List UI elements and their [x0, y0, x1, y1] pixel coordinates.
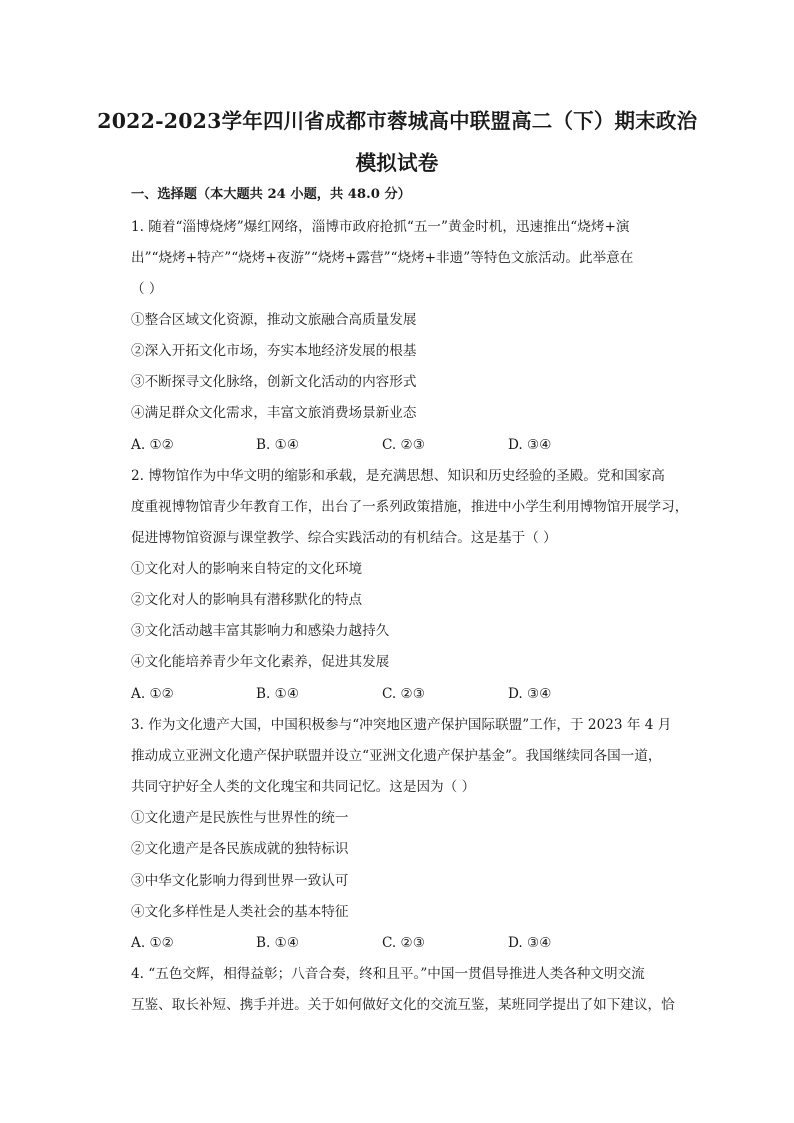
question-2-statement-1: ①文化对人的影响来自特定的文化环境	[131, 561, 363, 577]
question-3-option-b[interactable]: B. ①④	[256, 935, 300, 951]
question-2-statement-3: ③文化活动越丰富其影响力和感染力越持久	[131, 623, 390, 639]
question-1-stem-line-3: （ ）	[131, 281, 163, 297]
question-1-statement-3: ③不断探寻文化脉络，创新文化活动的内容形式	[131, 374, 417, 390]
question-2-stem-line-1: 2. 博物馆作为中华文明的缩影和承载，是充满思想、知识和历史经验的圣殿。党和国家高	[131, 468, 665, 484]
question-3-statement-1: ①文化遗产是民族性与世界性的统一	[131, 810, 349, 826]
question-2-option-c[interactable]: C. ②③	[382, 686, 425, 702]
question-1-option-a[interactable]: A. ①②	[131, 437, 174, 453]
question-3-stem-line-3: 共同守护好全人类的文化瑰宝和共同记忆。这是因为（ ）	[131, 779, 476, 795]
question-1-statement-2: ②深入开拓文化市场，夯实本地经济发展的根基	[131, 343, 417, 359]
question-1-option-b[interactable]: B. ①④	[256, 437, 300, 453]
question-3-statement-2: ②文化遗产是各民族成就的独特标识	[131, 841, 349, 857]
question-3-option-a[interactable]: A. ①②	[131, 935, 174, 951]
document-title-line-1: 2022-2023学年四川省成都市蓉城高中联盟高二（下）期末政治	[97, 109, 697, 133]
question-1-statement-4: ④满足群众文化需求，丰富文旅消费场景新业态	[131, 405, 417, 421]
question-1-stem-line-2: 出”“烧烤+特产”“烧烤+夜游”“烧烤+露营”“烧烤+非遗”等特色文旅活动。此举意在	[131, 250, 634, 266]
question-1-option-d[interactable]: D. ③④	[508, 437, 552, 453]
document-title-line-2: 模拟试卷	[355, 151, 439, 175]
question-3-statement-3: ③中华文化影响力得到世界一致认可	[131, 873, 349, 889]
question-2-option-d[interactable]: D. ③④	[508, 686, 552, 702]
section-heading: 一、选择题（本大题共 24 小题，共 48.0 分）	[131, 187, 411, 202]
question-2-stem-line-2: 度重视博物馆青少年教育工作，出台了一系列政策措施，推进中小学生利用博物馆开展学习，	[131, 499, 689, 515]
question-3-option-c[interactable]: C. ②③	[382, 935, 425, 951]
question-3-statement-4: ④文化多样性是人类社会的基本特征	[131, 904, 349, 920]
question-3-option-d[interactable]: D. ③④	[508, 935, 552, 951]
question-2-statement-2: ②文化对人的影响具有潜移默化的特点	[131, 592, 363, 608]
question-2-option-b[interactable]: B. ①④	[256, 686, 300, 702]
question-2-option-a[interactable]: A. ①②	[131, 686, 174, 702]
question-4-stem-line-1: 4. “五色交辉，相得益彰；八音合奏，终和且平。”中国一贯倡导推进人类各种文明交流	[131, 966, 645, 982]
question-2-statement-4: ④文化能培养青少年文化素养，促进其发展	[131, 654, 390, 670]
question-3-stem-line-2: 推动成立亚洲文化遗产保护联盟并设立“亚洲文化遗产保护基金”。我国继续同各国一道，	[131, 748, 662, 764]
question-4-stem-line-2: 互鉴、取长补短、携手并进。关于如何做好文化的交流互鉴，某班同学提出了如下建议，恰	[131, 997, 675, 1013]
question-3-stem-line-1: 3. 作为文化遗产大国，中国积极参与“冲突地区遗产保护国际联盟”工作，于 2023 年 4 月	[131, 717, 672, 733]
question-1-option-c[interactable]: C. ②③	[382, 437, 425, 453]
question-1-stem-line-1: 1. 随着“淄博烧烤”爆红网络，淄博市政府抢抓“五一”黄金时机，迅速推出“烧烤+演	[131, 219, 630, 235]
question-1-statement-1: ①整合区域文化资源，推动文旅融合高质量发展	[131, 312, 417, 328]
question-2-stem-line-3: 促进博物馆资源与课堂教学、综合实践活动的有机结合。这是基于（ ）	[131, 530, 557, 546]
